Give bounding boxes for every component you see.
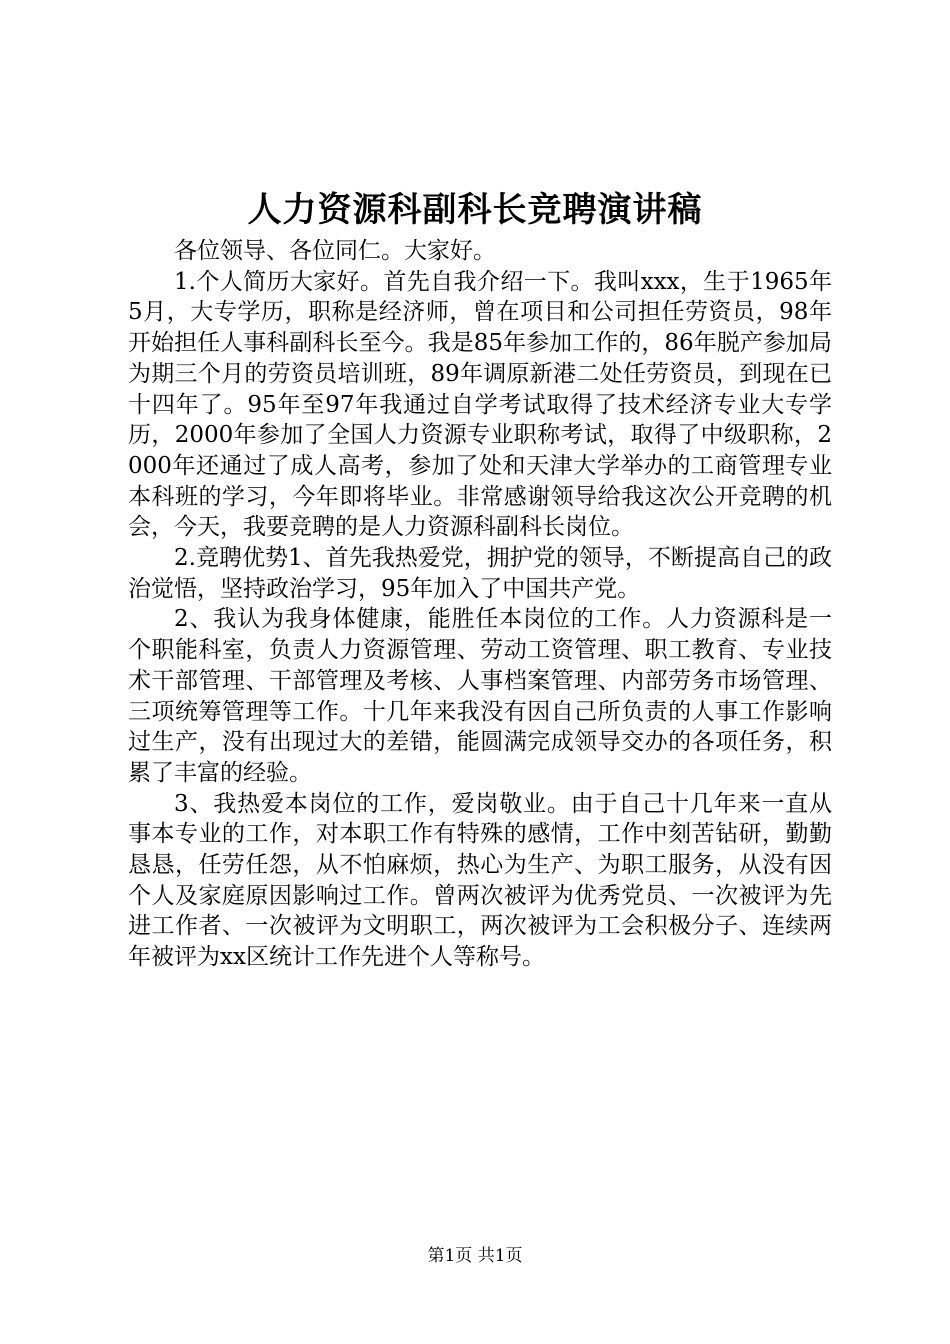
paragraph-greeting: 各位领导、各位同仁。大家好。 xyxy=(174,238,496,264)
paragraph-advantage-2: 2、我认为我身体健康，能胜任本岗位的工作。人力资源科是一个职能科室，负责人力资源管理、劳动工资管理、职工教育、专业技术干部管理、干部管理及考核、人事档案管理、内部劳务市场管理、三项统筹管理等工作。十几年来我没有因自己所负责的人事工作影响过生产，没有出现过大的差错，能圆满完成领导交办的各项任务，积累了丰富的经验。 xyxy=(128,606,832,786)
document-body xyxy=(128,236,832,973)
page-footer: 第1页 共1页 xyxy=(427,1246,523,1266)
document-title: 人力资源科副科长竞聘演讲稿 xyxy=(247,190,703,230)
paragraph-advantage-3: 3、我热爱本岗位的工作，爱岗敬业。由于自己十几年来一直从事本专业的工作，对本职工作有特殊的感情，工作中刻苦钻研，勤勤恳恳，任劳任怨，从不怕麻烦，热心为生产、为职工服务，从没有因个人及家庭原因影响过工作。曾两次被评为优秀党员、一次被评为先进工作者、一次被评为文明职工，两次被评为工会积极分子、连续两年被评为xx区统计工作先进个人等称号。 xyxy=(128,790,832,971)
paragraph-advantage-1: 2.竞聘优势1、首先我热爱党，拥护党的领导，不断提高自己的政治觉悟，坚持政治学习，95年加入了中国共产党。 xyxy=(128,545,832,602)
paragraph-resume: 1.个人简历大家好。首先自我介绍一下。我叫xxx，生于1965年5月，大专学历，职称是经济师，曾在项目和公司担任劳资员，98年开始担任人事科副科长至今。我是85年参加工作的，86年脱产参加局为期三个月的劳资员培训班，89年调原新港二处任劳资员，到现在已十四年了。95年至97年我通过自学考试取得了技术经济专业大专学历，2000年参加了全国人力资源专业职称考试，取得了中级职称，2000年还通过了成人高考，参加了处和天津大学举办的工商管理专业本科班的学习，今年即将毕业。非常感谢领导给我这次公开竞聘的机会，今天，我要竞聘的是人力资源科副科长岗位。 xyxy=(128,268,832,541)
